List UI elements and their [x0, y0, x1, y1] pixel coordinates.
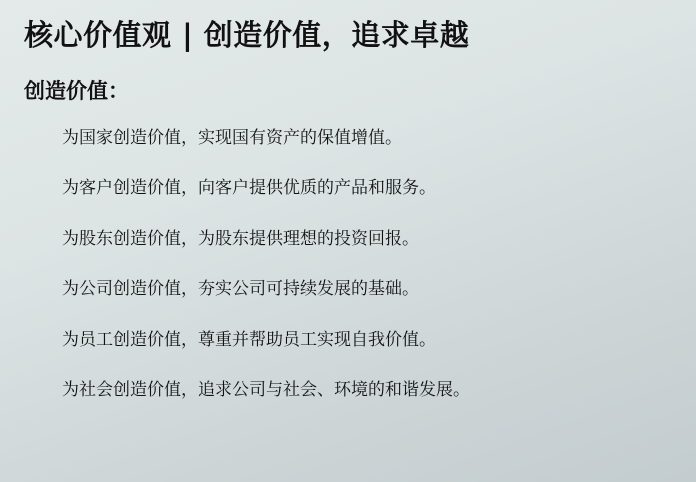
list-item: 为公司创造价值，夯实公司可持续发展的基础。	[62, 279, 419, 300]
section-subtitle: 创造价值：	[24, 78, 129, 103]
list-item: 为员工创造价值，尊重并帮助员工实现自我价值。	[62, 329, 436, 350]
list-item: 为国家创造价值，实现国有资产的保值增值。	[62, 127, 402, 148]
list-item: 为股东创造价值，为股东提供理想的投资回报。	[62, 228, 419, 249]
bullet-list	[22, 128, 674, 400]
list-item: 为客户创造价值，向客户提供优质的产品和服务。	[62, 178, 436, 199]
page-title: 核心价值观 | 创造价值，追求卓越	[24, 18, 470, 52]
list-item: 为社会创造价值，追求公司与社会、环境的和谐发展。	[62, 379, 470, 400]
